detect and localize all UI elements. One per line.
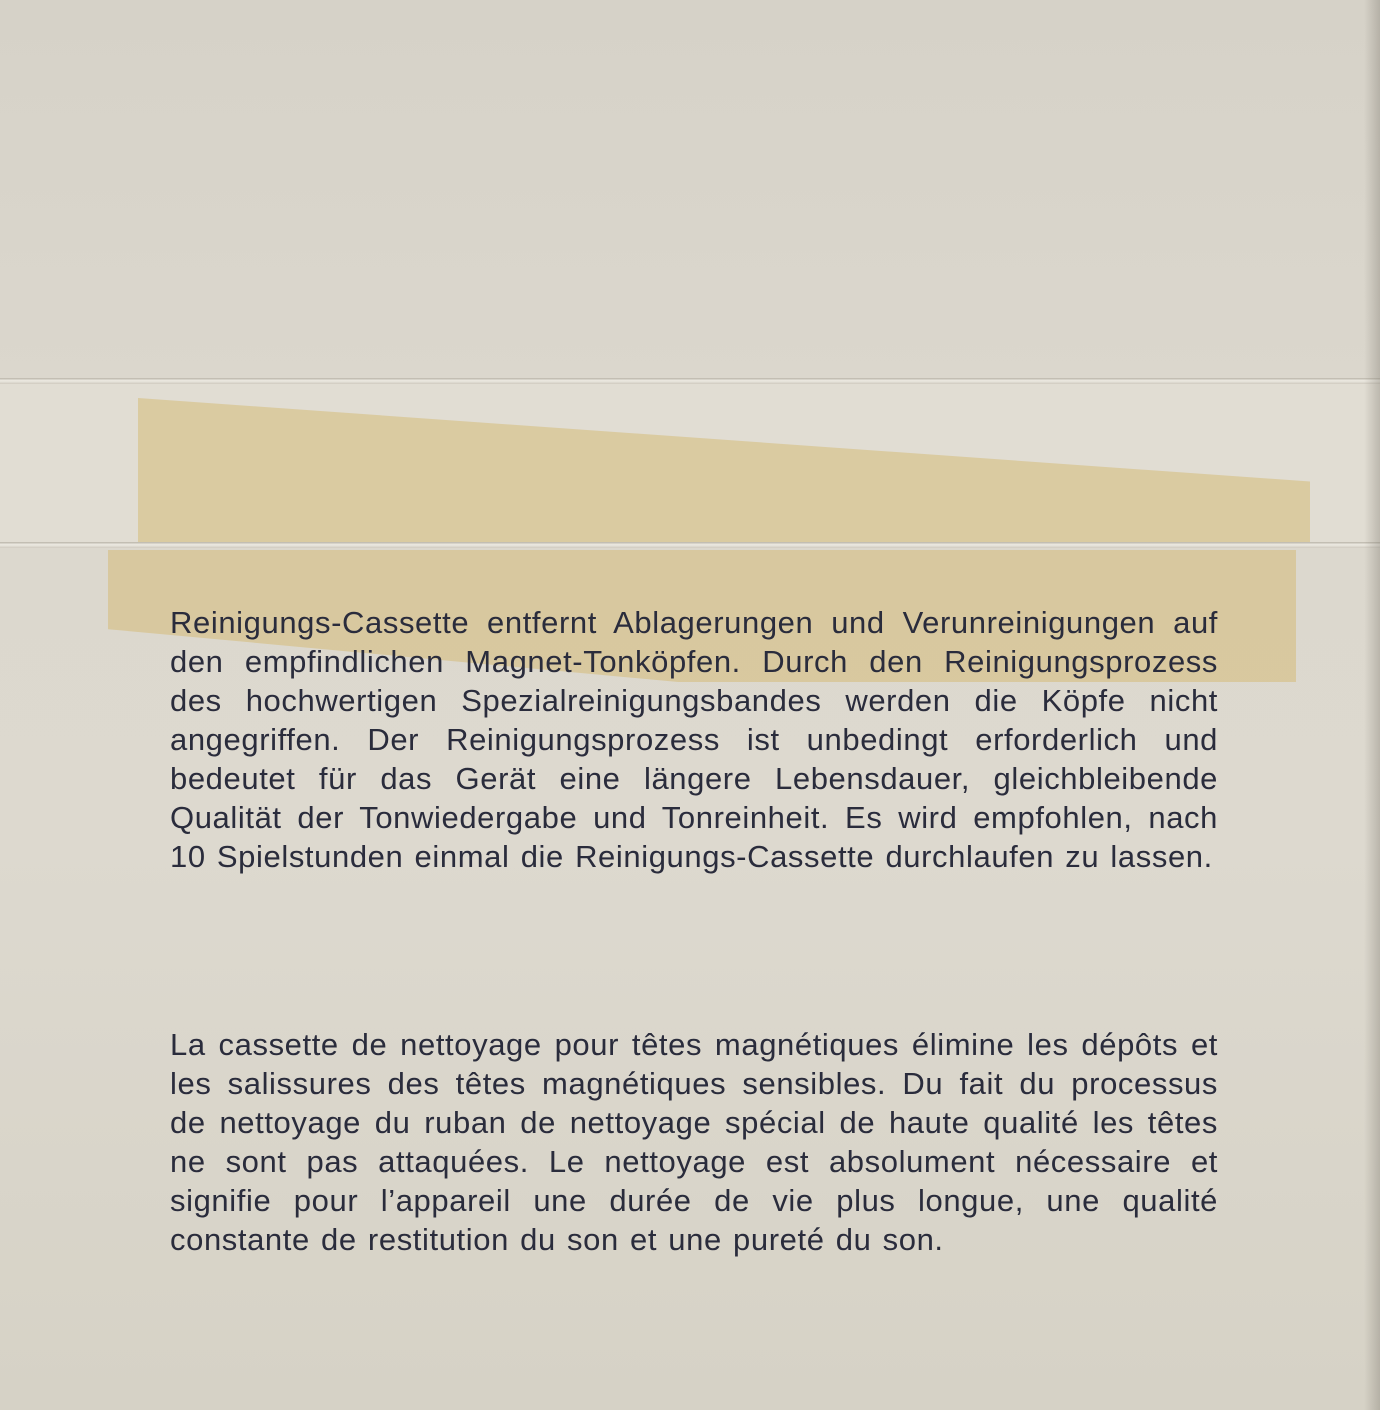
french-paragraph: La cassette de nettoyage pour têtes magnétiques élimine les dépôts et les salissures des têtes magnétiques sensibles. Du fait du processus de nettoyage du ruban de nettoyage spécial de haute qualité les têtes ne sont pas attaquées. Le nettoyage est absolument nécessaire et signifie pour l’appareil une durée de vie plus longue, une qualité constante de restitution du son et une pureté du son.	[170, 1027, 1218, 1257]
fold-crease-upper	[0, 378, 1380, 384]
german-paragraph: Reinigungs-Cassette entfernt Ablagerungen und Verunreinigungen auf den empfindlichen Magnet-Tonköpfen. Durch den Reinigungsprozess des hochwertigen Spezialreinigungsbandes werden die Köpfe nicht angegriffen. Der Reinigungsprozess ist unbedingt erforderlich und bedeutet für das Gerät eine längere Lebensdauer, gleichbleibende Qualität der Tonwiedergabe und Tonreinheit. Es wird empfohlen, nach 10 Spielstunden einmal die Reinigungs-Cassette durchlaufen zu lassen.	[170, 605, 1218, 874]
fold-crease-lower	[0, 542, 1380, 548]
page-edge-shadow	[1364, 0, 1380, 1410]
top-flap	[0, 0, 1380, 382]
